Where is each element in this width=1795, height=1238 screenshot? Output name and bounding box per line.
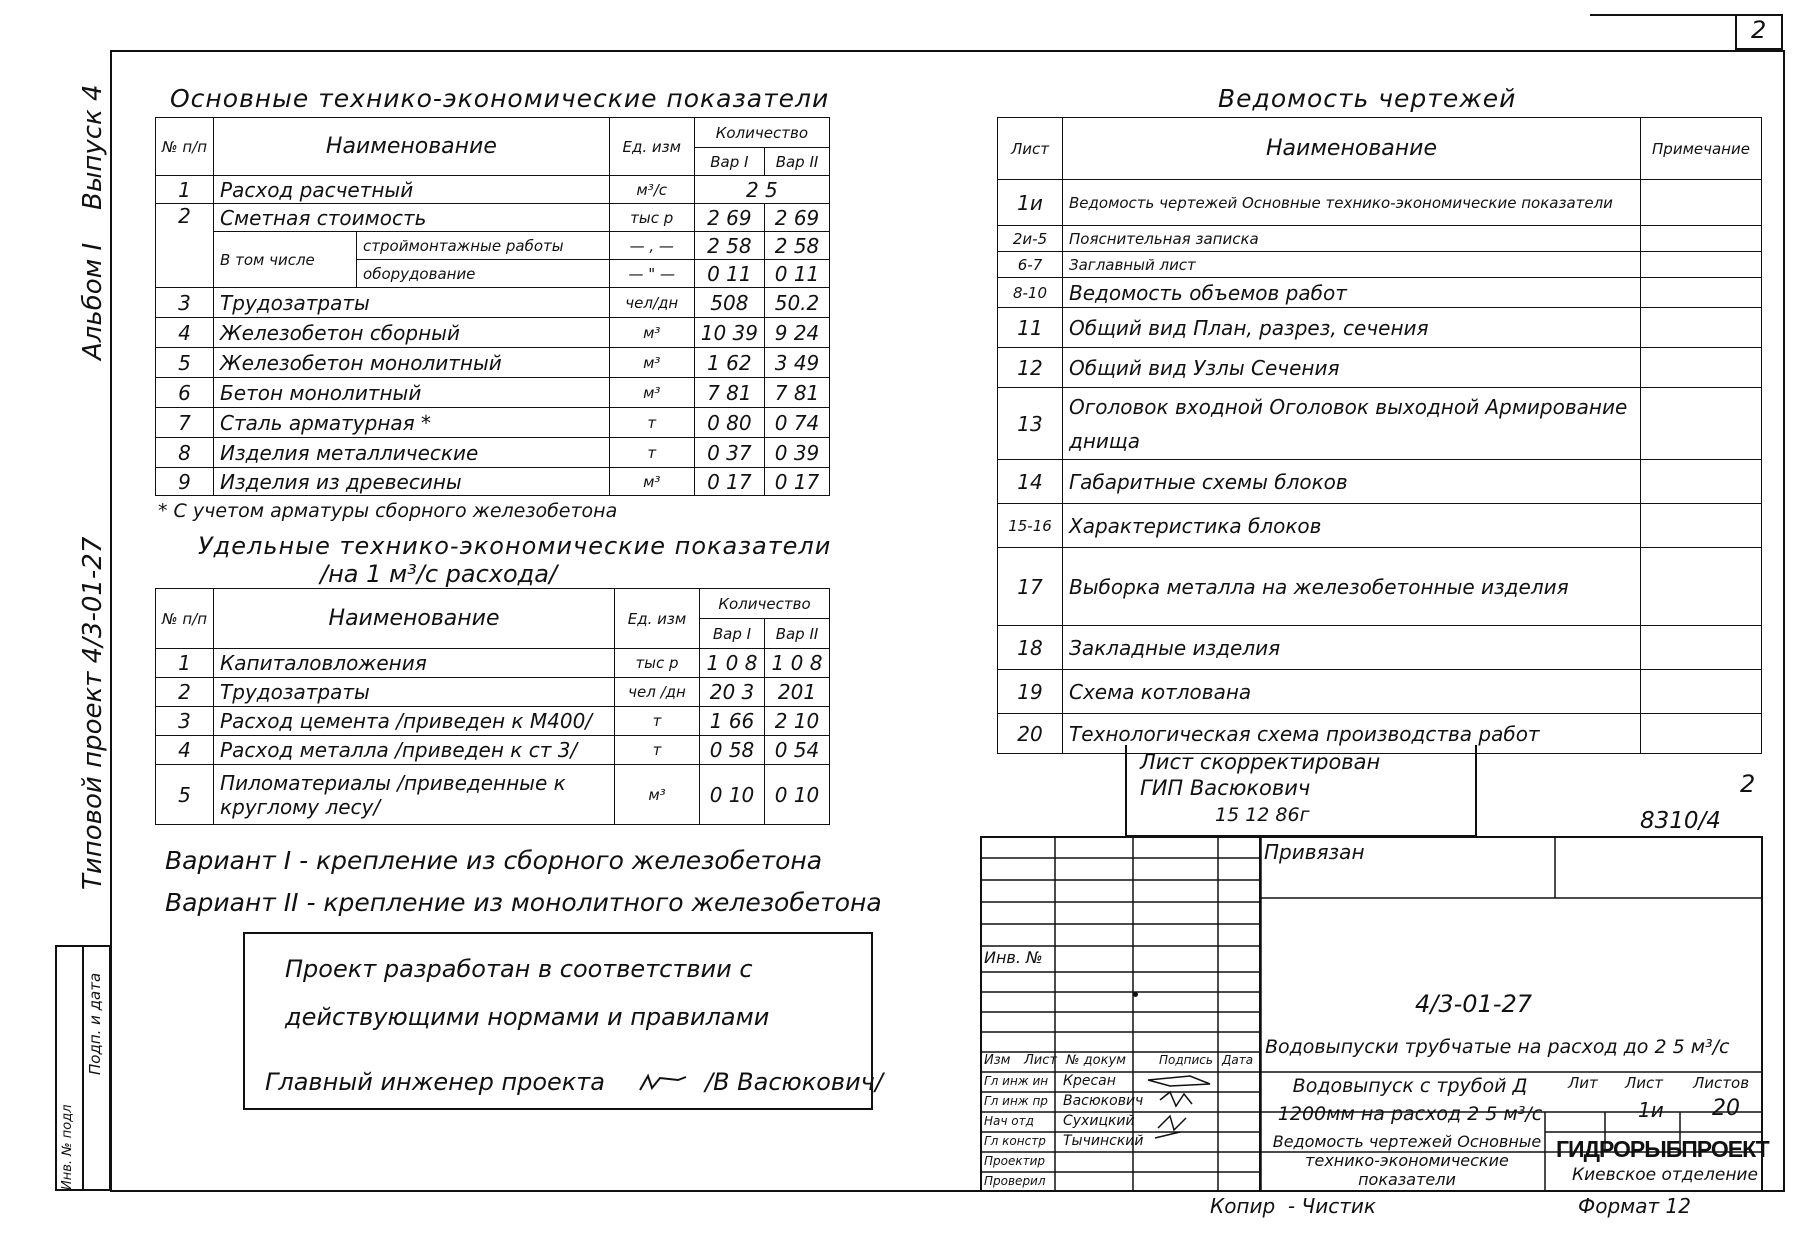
t2-cell: Расход металла /приведен к ст 3/ [214, 736, 615, 765]
table-row [156, 204, 830, 232]
compliance-line-1: Проект разработан в соответствии с [285, 955, 753, 983]
table-row [998, 504, 1762, 548]
dw-cell: 2и-5 [998, 226, 1063, 252]
dw-cell: Пояснительная записка [1063, 226, 1641, 252]
table2 [155, 588, 830, 825]
table-row [156, 348, 830, 378]
variant-1: Вариант I - крепление из сборного железобетона [165, 846, 823, 875]
t1-cell: Расход расчетный [214, 176, 610, 204]
dw-note [1641, 388, 1762, 460]
t1-cell: 6 [156, 378, 214, 408]
dw-note [1641, 626, 1762, 670]
stamp-list-value: 1и [1638, 1098, 1664, 1122]
dw-cell: 8-10 [998, 278, 1063, 308]
t1-cell: 0 80 [694, 408, 764, 438]
t1-cell: 10 39 [694, 318, 764, 348]
doc-code: 8310/4 [1640, 808, 1721, 834]
t1-h-num: № п/п [156, 118, 214, 176]
table-row [998, 548, 1762, 626]
t1-cell: тыс р [609, 204, 694, 232]
dw-note [1641, 670, 1762, 714]
stamp-role: Проверил [984, 1174, 1046, 1188]
t1-cell: 50.2 [765, 288, 830, 318]
t1-cell: 2 5 [694, 176, 829, 204]
t2-cell: Расход цемента /приведен к М400/ [214, 707, 615, 736]
t1-cell: Изделия металлические [214, 438, 610, 468]
t1-cell: 8 [156, 438, 214, 468]
dw-cell: 6-7 [998, 252, 1063, 278]
stamp-doc-title: Водовыпуски трубчатые на расход до 2 5 м³/с [1265, 1036, 1730, 1058]
t1-cell: Бетон монолитный [214, 378, 610, 408]
sheet-number: 2 [1751, 16, 1767, 44]
t1-cell: 0 17 [694, 468, 764, 496]
t2-cell: 0 54 [765, 736, 830, 765]
t1-cell: т [609, 438, 694, 468]
t1-cell: Железобетон монолитный [214, 348, 610, 378]
t1-cell: м³/с [609, 176, 694, 204]
t1-h-qty: Количество [694, 118, 829, 148]
t1-h-v1: Вар I [694, 148, 764, 176]
t1-cell: 0 11 [694, 260, 764, 288]
dw-cell: Общий вид План, разрез, сечения [1063, 308, 1641, 348]
dw-cell: 17 [998, 548, 1063, 626]
t2-cell: 0 10 [765, 765, 830, 825]
table-row [156, 176, 830, 204]
t1-cell: 1 62 [694, 348, 764, 378]
stamp-col-date: Дата [1222, 1053, 1254, 1067]
dw-cell: 15-16 [998, 504, 1063, 548]
t1-cell: — " — [609, 260, 694, 288]
stamp-col-izm: Изм [984, 1053, 1011, 1068]
stamp-privyazan: Привязан [1264, 840, 1365, 864]
t2-cell: т [615, 707, 700, 736]
t1-cell: оборудование [357, 260, 610, 288]
table-row [998, 308, 1762, 348]
table-row [156, 408, 830, 438]
t1-cell: м³ [609, 468, 694, 496]
stamp-lists-label: Листов [1693, 1074, 1750, 1092]
t1-cell: 2 69 [694, 204, 764, 232]
t2-h-unit: Ед. изм [615, 589, 700, 649]
t1-cell: 9 [156, 468, 214, 496]
bottom-copy: Копир ⁠ - Чистик [1210, 1194, 1376, 1218]
table2-subtitle: /на 1 м³/с расхода/ [320, 560, 558, 588]
stamp-col-doc: № докум [1066, 1053, 1126, 1068]
dw-cell: Ведомость чертежей Основные технико-экономические показатели [1063, 180, 1641, 226]
t1-cell: 0 17 [765, 468, 830, 496]
t1-cell: 2 69 [765, 204, 830, 232]
stamp-col-sign: Подпись [1159, 1053, 1213, 1067]
dw-cell: Оголовок входной Оголовок выходной Армирование днища [1063, 388, 1641, 460]
t1-cell: 2 58 [694, 232, 764, 260]
table-row [998, 278, 1762, 308]
table-row [998, 226, 1762, 252]
t1-cell: Железобетон сборный [214, 318, 610, 348]
dw-cell: Общий вид Узлы Сечения [1063, 348, 1641, 388]
t2-h-v1: Вар I [700, 619, 765, 649]
album-title: Альбом I [78, 242, 108, 360]
table-row [156, 378, 830, 408]
compliance-line-3: Главный инженер проекта [265, 1068, 605, 1096]
stamp-role-name: Кресан [1063, 1073, 1116, 1089]
table1-title: Основные технико-экономические показатели [170, 84, 830, 113]
dw-cell: Характеристика блоков [1063, 504, 1641, 548]
t2-cell: 0 58 [700, 736, 765, 765]
t1-cell: 4 [156, 318, 214, 348]
t1-cell: 3 [156, 288, 214, 318]
stamp-object: Водовыпуск с трубой Д 1200мм на расход 2 5 м³/с [1277, 1075, 1543, 1125]
stamp-role: Нач отд [984, 1114, 1034, 1128]
stamp-role-name: Тычинский [1063, 1133, 1144, 1149]
binding-label-2: Подп. и дата [86, 972, 104, 1075]
stamp-role: Гл констр [984, 1134, 1046, 1148]
t1-cell: м³ [609, 318, 694, 348]
dw-note [1641, 504, 1762, 548]
t2-cell: 1 0 8 [765, 649, 830, 678]
t2-cell: Трудозатраты [214, 678, 615, 707]
table-row [998, 460, 1762, 504]
dw-cell: 14 [998, 460, 1063, 504]
table-row [998, 348, 1762, 388]
series-title: Типовой проект 4/3-01-27 [78, 536, 108, 890]
t2-cell: 1 [156, 649, 214, 678]
dw-note [1641, 226, 1762, 252]
stamp-role-name: Васюкович [1063, 1093, 1144, 1109]
binding-divider [82, 945, 84, 1191]
t1-cell: 5 [156, 348, 214, 378]
dw-cell: Заглавный лист [1063, 252, 1641, 278]
table-row [156, 288, 830, 318]
t2-cell: 2 10 [765, 707, 830, 736]
table1-footnote: * С учетом арматуры сборного железобетона [158, 500, 618, 522]
dw-cell: 19 [998, 670, 1063, 714]
table2-title: Удельные технико-экономические показатели [198, 532, 832, 560]
t1-cell: В том числе [214, 232, 357, 288]
t1-cell: м³ [609, 348, 694, 378]
dw-cell: 18 [998, 626, 1063, 670]
t1-h-v2: Вар II [765, 148, 830, 176]
dw-cell: 1и [998, 180, 1063, 226]
dw-cell: Ведомость объемов работ [1063, 278, 1641, 308]
stamp-list-label: Лист [1625, 1074, 1664, 1092]
correction-line-2: ГИП Васюкович [1140, 776, 1311, 800]
t1-cell: Сметная стоимость [214, 204, 610, 232]
t1-cell: 2 [156, 204, 214, 288]
issue-title: Выпуск 4 [78, 84, 108, 210]
correction-date: 15 12 86г [1215, 804, 1310, 826]
stamp-branch: Киевское отделение [1572, 1165, 1758, 1185]
t1-cell: м³ [609, 378, 694, 408]
t1-cell: 0 74 [765, 408, 830, 438]
t1-cell: 0 11 [765, 260, 830, 288]
t2-cell: Пиломатериалы /приведенные к круглому лесу/ [214, 765, 615, 825]
t1-cell: Сталь арматурная * [214, 408, 610, 438]
t1-cell: строймонтажные работы [357, 232, 610, 260]
table-row [156, 468, 830, 496]
t1-cell: чел/дн [609, 288, 694, 318]
t2-h-qty: Количество [700, 589, 830, 619]
t1-cell: — , — [609, 232, 694, 260]
t2-cell: 4 [156, 736, 214, 765]
t1-h-name: Наименование [214, 118, 610, 176]
t1-cell: Трудозатраты [214, 288, 610, 318]
stamp-inv: Инв. № [984, 948, 1043, 967]
table-row [998, 388, 1762, 460]
t2-cell: 1 66 [700, 707, 765, 736]
table-row [156, 438, 830, 468]
stamp-role: Гл инж ин [984, 1074, 1049, 1088]
t1-cell: 508 [694, 288, 764, 318]
variant-2: Вариант II - крепление из монолитного железобетона [165, 888, 882, 917]
stamp-org: ГИДРОРЫБПРОЕКТ [1556, 1136, 1769, 1162]
correction-line-1: Лист скорректирован [1140, 750, 1381, 774]
table-row [156, 765, 830, 825]
dw-cell: 20 [998, 714, 1063, 754]
table-row [998, 626, 1762, 670]
t1-h-unit: Ед. изм [609, 118, 694, 176]
dw-cell: Технологическая схема производства работ [1063, 714, 1641, 754]
table1 [155, 117, 830, 496]
stamp-role: Гл инж пр [984, 1094, 1048, 1108]
table-row [998, 180, 1762, 226]
t2-cell: 3 [156, 707, 214, 736]
binding-label-1: Инв. № подл [60, 1104, 75, 1190]
stamp-lit-label: Лит [1568, 1074, 1598, 1092]
stamp-sheet-title: Ведомость чертежей Основные технико-экономические показатели [1272, 1132, 1542, 1189]
dw-cell: Выборка металла на железобетонные изделия [1063, 548, 1641, 626]
stamp-dot [1133, 992, 1138, 997]
table-row [156, 736, 830, 765]
stamp-role: Проектир [984, 1154, 1046, 1168]
drawings-title: Ведомость чертежей [1218, 84, 1517, 113]
dw-cell: Закладные изделия [1063, 626, 1641, 670]
table-row [156, 707, 830, 736]
dw-note [1641, 348, 1762, 388]
t2-h-num: № п/п [156, 589, 214, 649]
dw-note [1641, 548, 1762, 626]
t2-cell: 5 [156, 765, 214, 825]
dw-note [1641, 252, 1762, 278]
stamp-project-code: 4/3-01-27 [1415, 990, 1533, 1018]
t1-cell: 0 37 [694, 438, 764, 468]
t2-cell: тыс р [615, 649, 700, 678]
dw-cell: Габаритные схемы блоков [1063, 460, 1641, 504]
t1-cell: 3 49 [765, 348, 830, 378]
dw-note [1641, 278, 1762, 308]
table-row [998, 252, 1762, 278]
bottom-format: Формат 12 [1578, 1194, 1691, 1218]
table-row [156, 649, 830, 678]
t2-cell: чел /дн [615, 678, 700, 707]
t2-cell: 0 10 [700, 765, 765, 825]
signature-icon [638, 1068, 688, 1098]
compliance-name: /В Васюкович/ [705, 1068, 883, 1096]
top-rule [1590, 14, 1735, 16]
t2-cell: 201 [765, 678, 830, 707]
table-row [156, 232, 830, 260]
t2-cell: м³ [615, 765, 700, 825]
stamp-col-list: Лист [1024, 1053, 1057, 1068]
dw-cell: 12 [998, 348, 1063, 388]
drawings-table [997, 117, 1762, 754]
dw-note [1641, 714, 1762, 754]
compliance-line-2: действующими нормами и правилами [285, 1003, 770, 1031]
dw-cell: Схема котлована [1063, 670, 1641, 714]
dw-h-sheet: Лист [998, 118, 1063, 180]
t2-cell: 2 [156, 678, 214, 707]
t1-cell: 7 81 [765, 378, 830, 408]
t2-cell: 1 0 8 [700, 649, 765, 678]
dw-h-name: Наименование [1063, 118, 1641, 180]
dw-note [1641, 460, 1762, 504]
dw-cell: 11 [998, 308, 1063, 348]
t1-cell: 1 [156, 176, 214, 204]
t1-cell: Изделия из древесины [214, 468, 610, 496]
t1-cell: 9 24 [765, 318, 830, 348]
t1-cell: 7 [156, 408, 214, 438]
t2-cell: т [615, 736, 700, 765]
stamp-role-name: Сухицкий [1063, 1113, 1135, 1129]
stamp-signatures-icon [1140, 1070, 1230, 1150]
t1-cell: 2 58 [765, 232, 830, 260]
t1-cell: 0 39 [765, 438, 830, 468]
t2-cell: 20 3 [700, 678, 765, 707]
t2-h-v2: Вар II [765, 619, 830, 649]
t1-cell: 7 81 [694, 378, 764, 408]
t2-h-name: Наименование [214, 589, 615, 649]
dw-note [1641, 180, 1762, 226]
t1-cell: т [609, 408, 694, 438]
t2-cell: Капиталовложения [214, 649, 615, 678]
table-row [156, 678, 830, 707]
table-row [998, 670, 1762, 714]
stamp-lists-value: 20 [1712, 1096, 1740, 1121]
table-row [156, 318, 830, 348]
dw-h-note: Примечание [1641, 118, 1762, 180]
dw-note [1641, 308, 1762, 348]
dw-cell: 13 [998, 388, 1063, 460]
mark-2: 2 [1740, 770, 1756, 798]
